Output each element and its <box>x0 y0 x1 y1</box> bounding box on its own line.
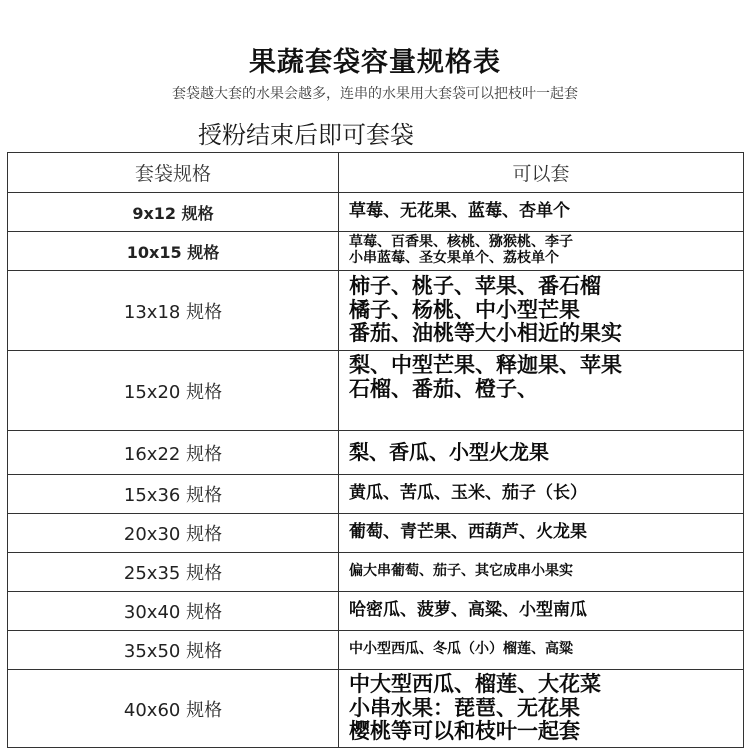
table-row <box>8 592 744 631</box>
page-title: 果蔬套袋容量规格表 <box>249 47 501 78</box>
size-cell: 13x18 规格 <box>8 271 339 351</box>
fruit-cell <box>339 631 744 670</box>
size-cell: 30x40 规格 <box>8 592 339 631</box>
fruit-line: 黄瓜、苦瓜、玉米、茄子（长） <box>349 483 587 504</box>
fruit-cell <box>339 232 744 271</box>
fruit-line: 草莓、无花果、蓝莓、杏单个 <box>349 201 570 222</box>
fruit-cell <box>339 592 744 631</box>
section-heading: 授粉结束后即可套袋 <box>198 121 414 149</box>
fruit-line: 柿子、桃子、苹果、番石榴 <box>349 274 601 299</box>
fruit-line: 哈密瓜、菠萝、高粱、小型南瓜 <box>349 600 587 621</box>
fruit-line: 草莓、百香果、核桃、猕猴桃、李子 <box>349 234 573 251</box>
fruit-cell <box>339 351 744 431</box>
fruit-line: 梨、中型芒果、释迦果、苹果 <box>349 353 622 377</box>
fruit-line: 樱桃等可以和枝叶一起套 <box>349 719 580 744</box>
fruit-line: 小串水果：琵琶、无花果 <box>349 695 580 720</box>
table-row <box>8 670 744 748</box>
size-cell: 25x35 规格 <box>8 553 339 592</box>
table-body <box>8 193 744 748</box>
fruit-line: 小串蓝莓、圣女果单个、荔枝单个 <box>349 250 559 266</box>
table-row <box>8 351 744 431</box>
table-row <box>8 232 744 271</box>
table-row <box>8 514 744 553</box>
fruit-cell <box>339 431 744 475</box>
header-size: 套袋规格 <box>8 153 339 193</box>
table-row <box>8 193 744 232</box>
size-cell: 15x36 规格 <box>8 475 339 514</box>
fruit-line: 石榴、番茄、橙子、 <box>349 376 538 401</box>
fruit-cell <box>339 475 744 514</box>
fruit-line: 番茄、油桃等大小相近的果实 <box>349 321 622 346</box>
fruit-line: 中小型西瓜、冬瓜（小）榴莲、高粱 <box>349 641 573 658</box>
fruit-line: 葡萄、青芒果、西葫芦、火龙果 <box>349 522 587 543</box>
table-row <box>8 475 744 514</box>
fruit-cell <box>339 271 744 351</box>
fruit-line: 梨、香瓜、小型火龙果 <box>349 440 549 465</box>
size-cell: 15x20 规格 <box>8 351 339 431</box>
fruit-cell <box>339 670 744 748</box>
page-subtitle: 套袋越大套的水果会越多，连串的水果用大套袋可以把枝叶一起套 <box>172 86 578 102</box>
size-cell: 9x12 规格 <box>8 193 339 232</box>
size-cell: 10x15 规格 <box>8 232 339 271</box>
size-cell: 40x60 规格 <box>8 670 339 748</box>
fruit-cell <box>339 193 744 232</box>
spec-table <box>7 152 744 748</box>
table-row <box>8 271 744 351</box>
table-header-row <box>8 153 744 193</box>
fruit-line: 橘子、杨桃、中小型芒果 <box>349 297 580 322</box>
size-cell: 20x30 规格 <box>8 514 339 553</box>
size-cell: 16x22 规格 <box>8 431 339 475</box>
fruit-cell <box>339 553 744 592</box>
table-row <box>8 431 744 475</box>
header-fruits: 可以套 <box>339 153 744 193</box>
table-header <box>8 153 744 193</box>
fruit-cell <box>339 514 744 553</box>
size-cell: 35x50 规格 <box>8 631 339 670</box>
table-row <box>8 553 744 592</box>
fruit-line: 偏大串葡萄、茄子、其它成串小果实 <box>349 563 573 580</box>
fruit-line: 中大型西瓜、榴莲、大花菜 <box>349 672 601 697</box>
table-row <box>8 631 744 670</box>
